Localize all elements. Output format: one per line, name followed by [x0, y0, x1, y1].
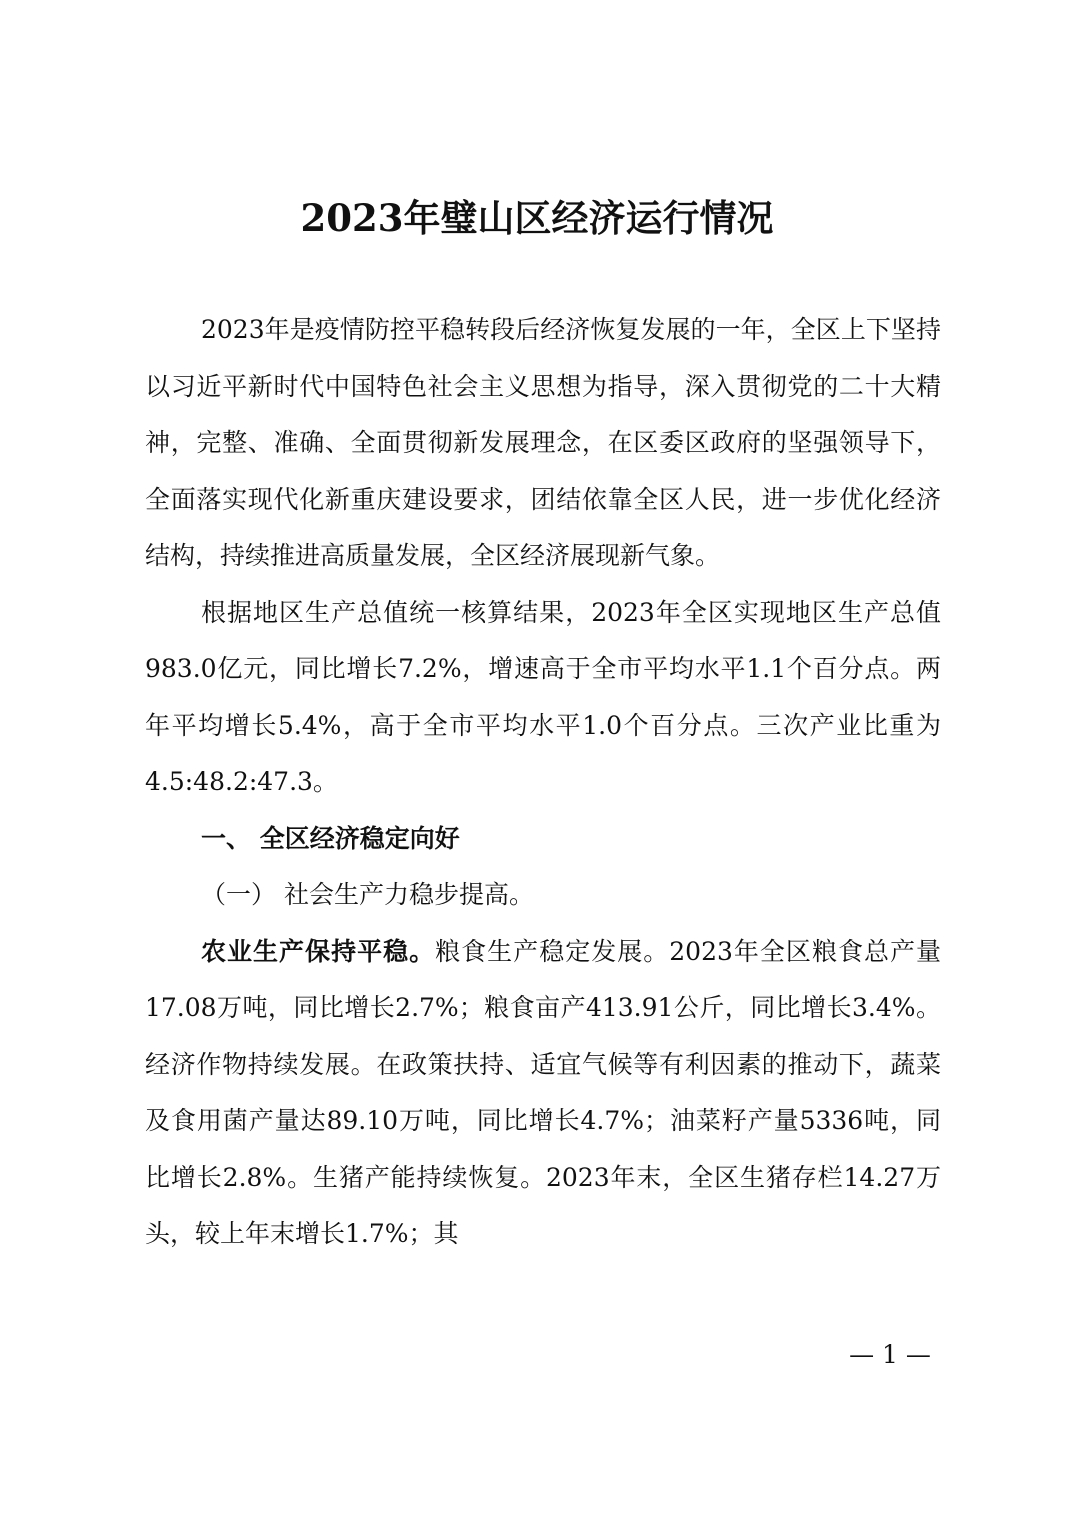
agriculture-lead: 农业生产保持平稳。 [201, 936, 436, 966]
agriculture-text: 粮食生产稳定发展。2023年全区粮食总产量17.08万吨，同比增长2.7%；粮食亩产413.91公斤，同比增长3.4%。经济作物持续发展。在政策扶持、适宜气候等有利因素的推动下，蔬菜及食用菌产量达89.10万吨，同比增长4.7%；油菜籽产量5336吨，同比增长2.8%。生猪产能持续恢复。2023年末，全区生猪存栏14.27万头，较上年末增长1.7%；其 [145, 936, 942, 1248]
document-title: 2023年璧山区经济运行情况 [300, 196, 774, 240]
document-body [145, 302, 941, 1263]
agriculture-paragraph [145, 924, 941, 1263]
gdp-paragraph: 根据地区生产总值统一核算结果，2023年全区实现地区生产总值983.0亿元，同比增长7.2%，增速高于全市平均水平1.1个百分点。两年平均增长5.4%，高于全市平均水平1.0个百分点。三次产业比重为4.5:48.2:47.3。 [145, 597, 941, 796]
section-heading: 一、 全区经济稳定向好 [201, 823, 460, 853]
intro-paragraph: 2023年是疫情防控平稳转段后经济恢复发展的一年，全区上下坚持以习近平新时代中国特色社会主义思想为指导，深入贯彻党的二十大精神，完整、准确、全面贯彻新发展理念，在区委区政府的坚强领导下，全面落实现代化新重庆建设要求，团结依靠全区人民，进一步优化经济结构，持续推进高质量发展，全区经济展现新气象。 [145, 315, 941, 570]
subsection-heading: （一） 社会生产力稳步提高。 [201, 880, 534, 909]
page-number: — 1 — [849, 1340, 931, 1369]
